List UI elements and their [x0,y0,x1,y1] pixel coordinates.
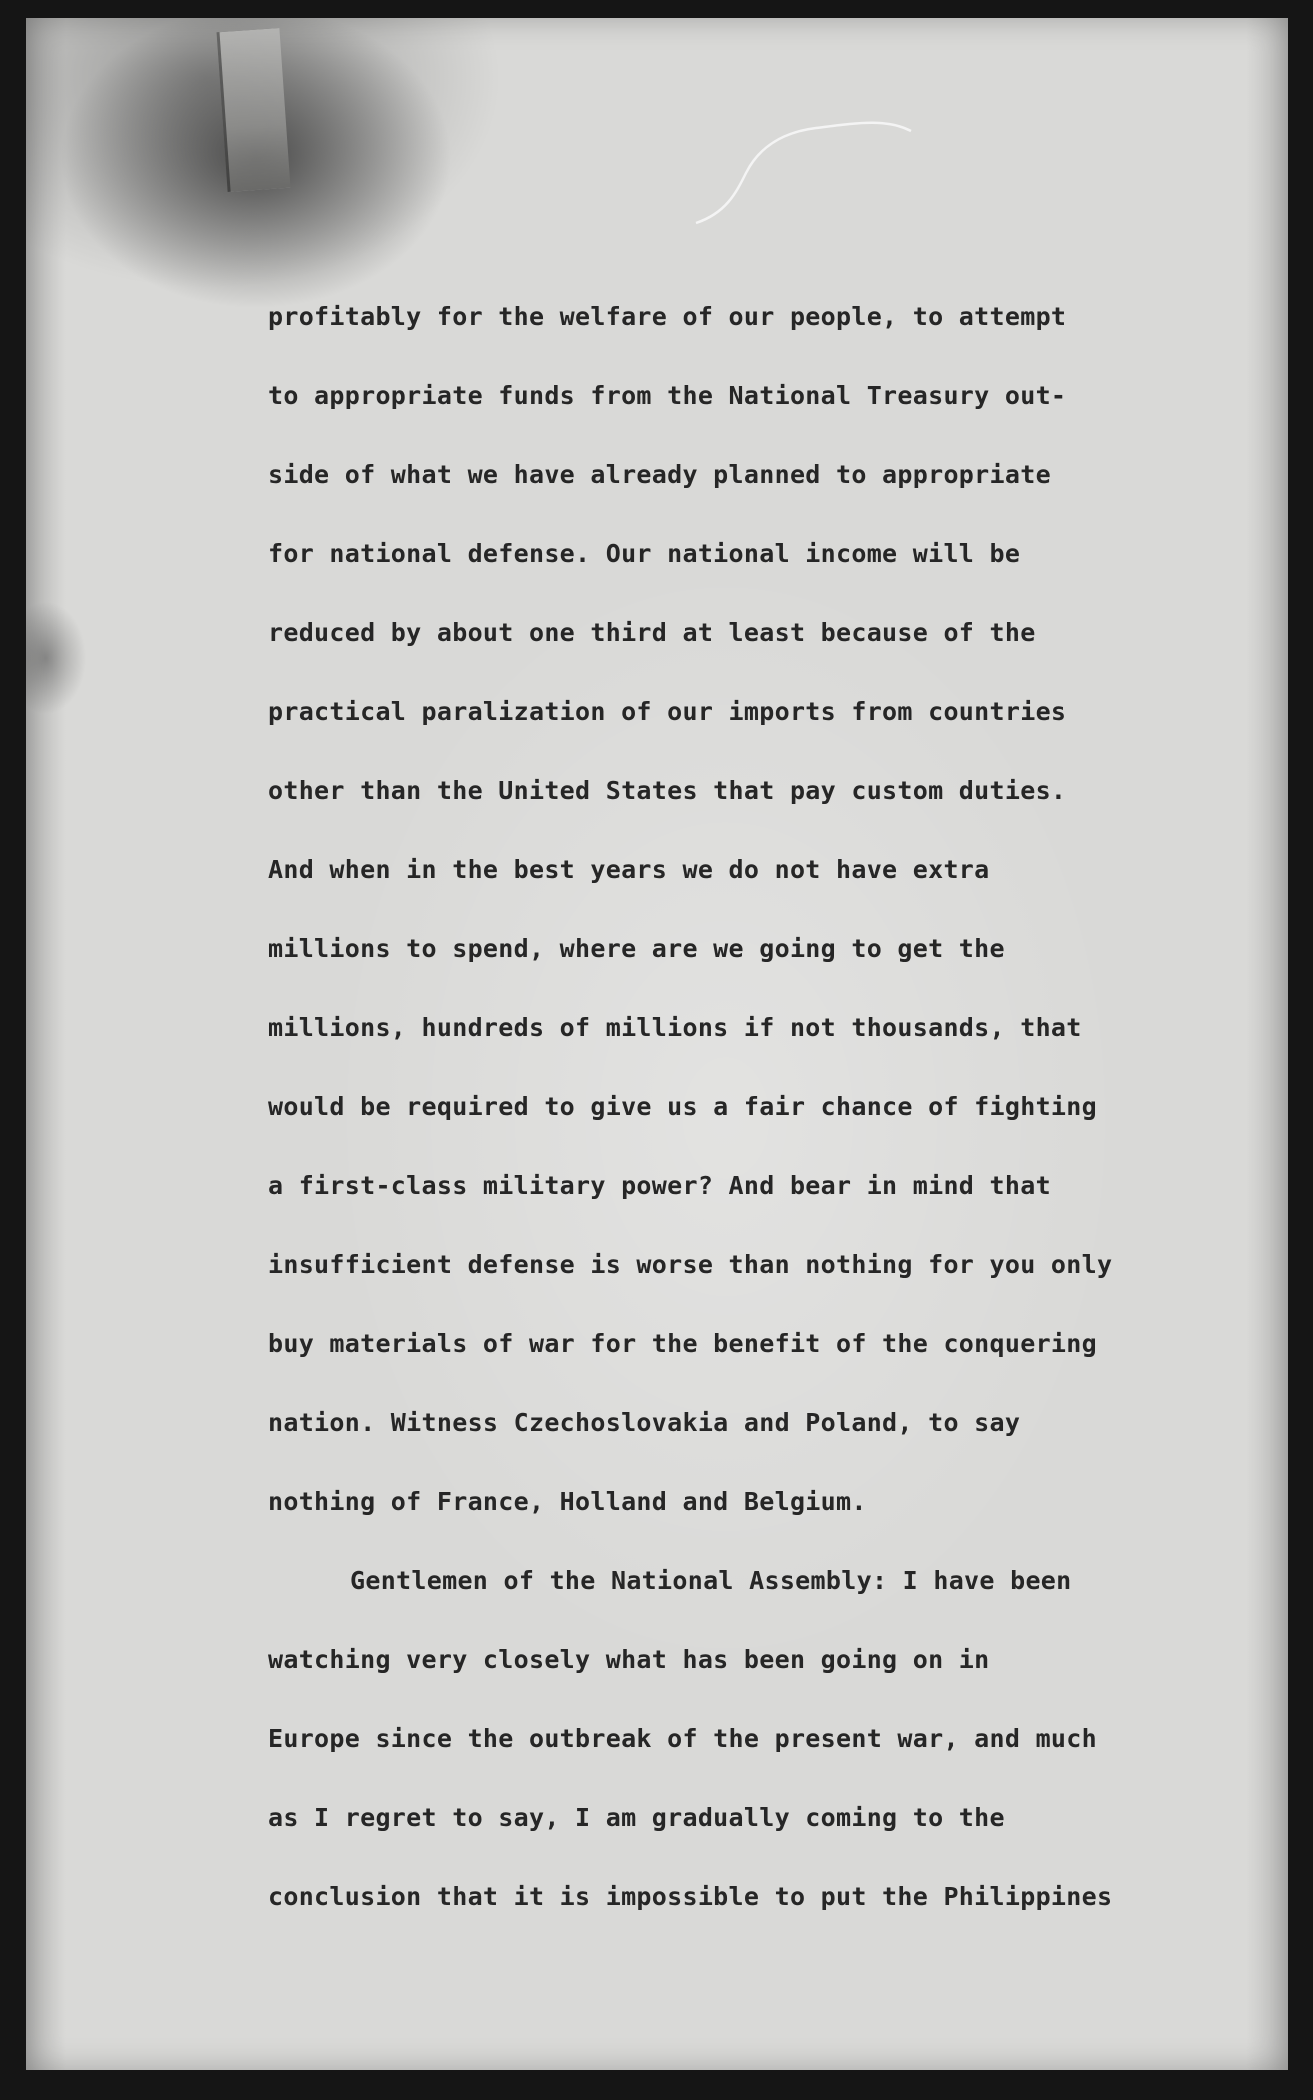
tape-strip [216,28,290,192]
text-line: reduced by about one third at least because of the [268,618,1036,647]
text-line: millions, hundreds of millions if not thousands, that [268,1013,1082,1042]
text-line: nothing of France, Holland and Belgium. [268,1487,867,1516]
text-line: buy materials of war for the benefit of the conquering [268,1329,1097,1358]
paragraph-start-line: Gentlemen of the National Assembly: I have been [350,1566,1072,1595]
stray-fiber [686,113,936,233]
text-line: would be required to give us a fair chance of fighting [268,1092,1097,1121]
text-line: a first-class military power? And bear in mind that [268,1171,1051,1200]
text-line: for national defense. Our national income will be [268,539,1021,568]
text-line: nation. Witness Czechoslovakia and Poland, to say [268,1408,1021,1437]
text-line: conclusion that it is impossible to put the Philippines [268,1882,1113,1911]
text-line: profitably for the welfare of our people, to attempt [268,302,1067,331]
text-line: millions to spend, where are we going to get the [268,934,1005,963]
text-line: insufficient defense is worse than nothing for you only [268,1250,1113,1279]
text-line: Europe since the outbreak of the present war, and much [268,1724,1097,1753]
text-line: to appropriate funds from the National Treasury out- [268,381,1067,410]
text-line: watching very closely what has been going on in [268,1645,990,1674]
text-line: practical paralization of our imports from countries [268,697,1067,726]
text-line: And when in the best years we do not have extra [268,855,990,884]
typed-text-block [268,296,1168,1955]
text-line: as I regret to say, I am gradually coming to the [268,1803,1005,1832]
text-line: side of what we have already planned to appropriate [268,460,1051,489]
text-line: other than the United States that pay custom duties. [268,776,1067,805]
